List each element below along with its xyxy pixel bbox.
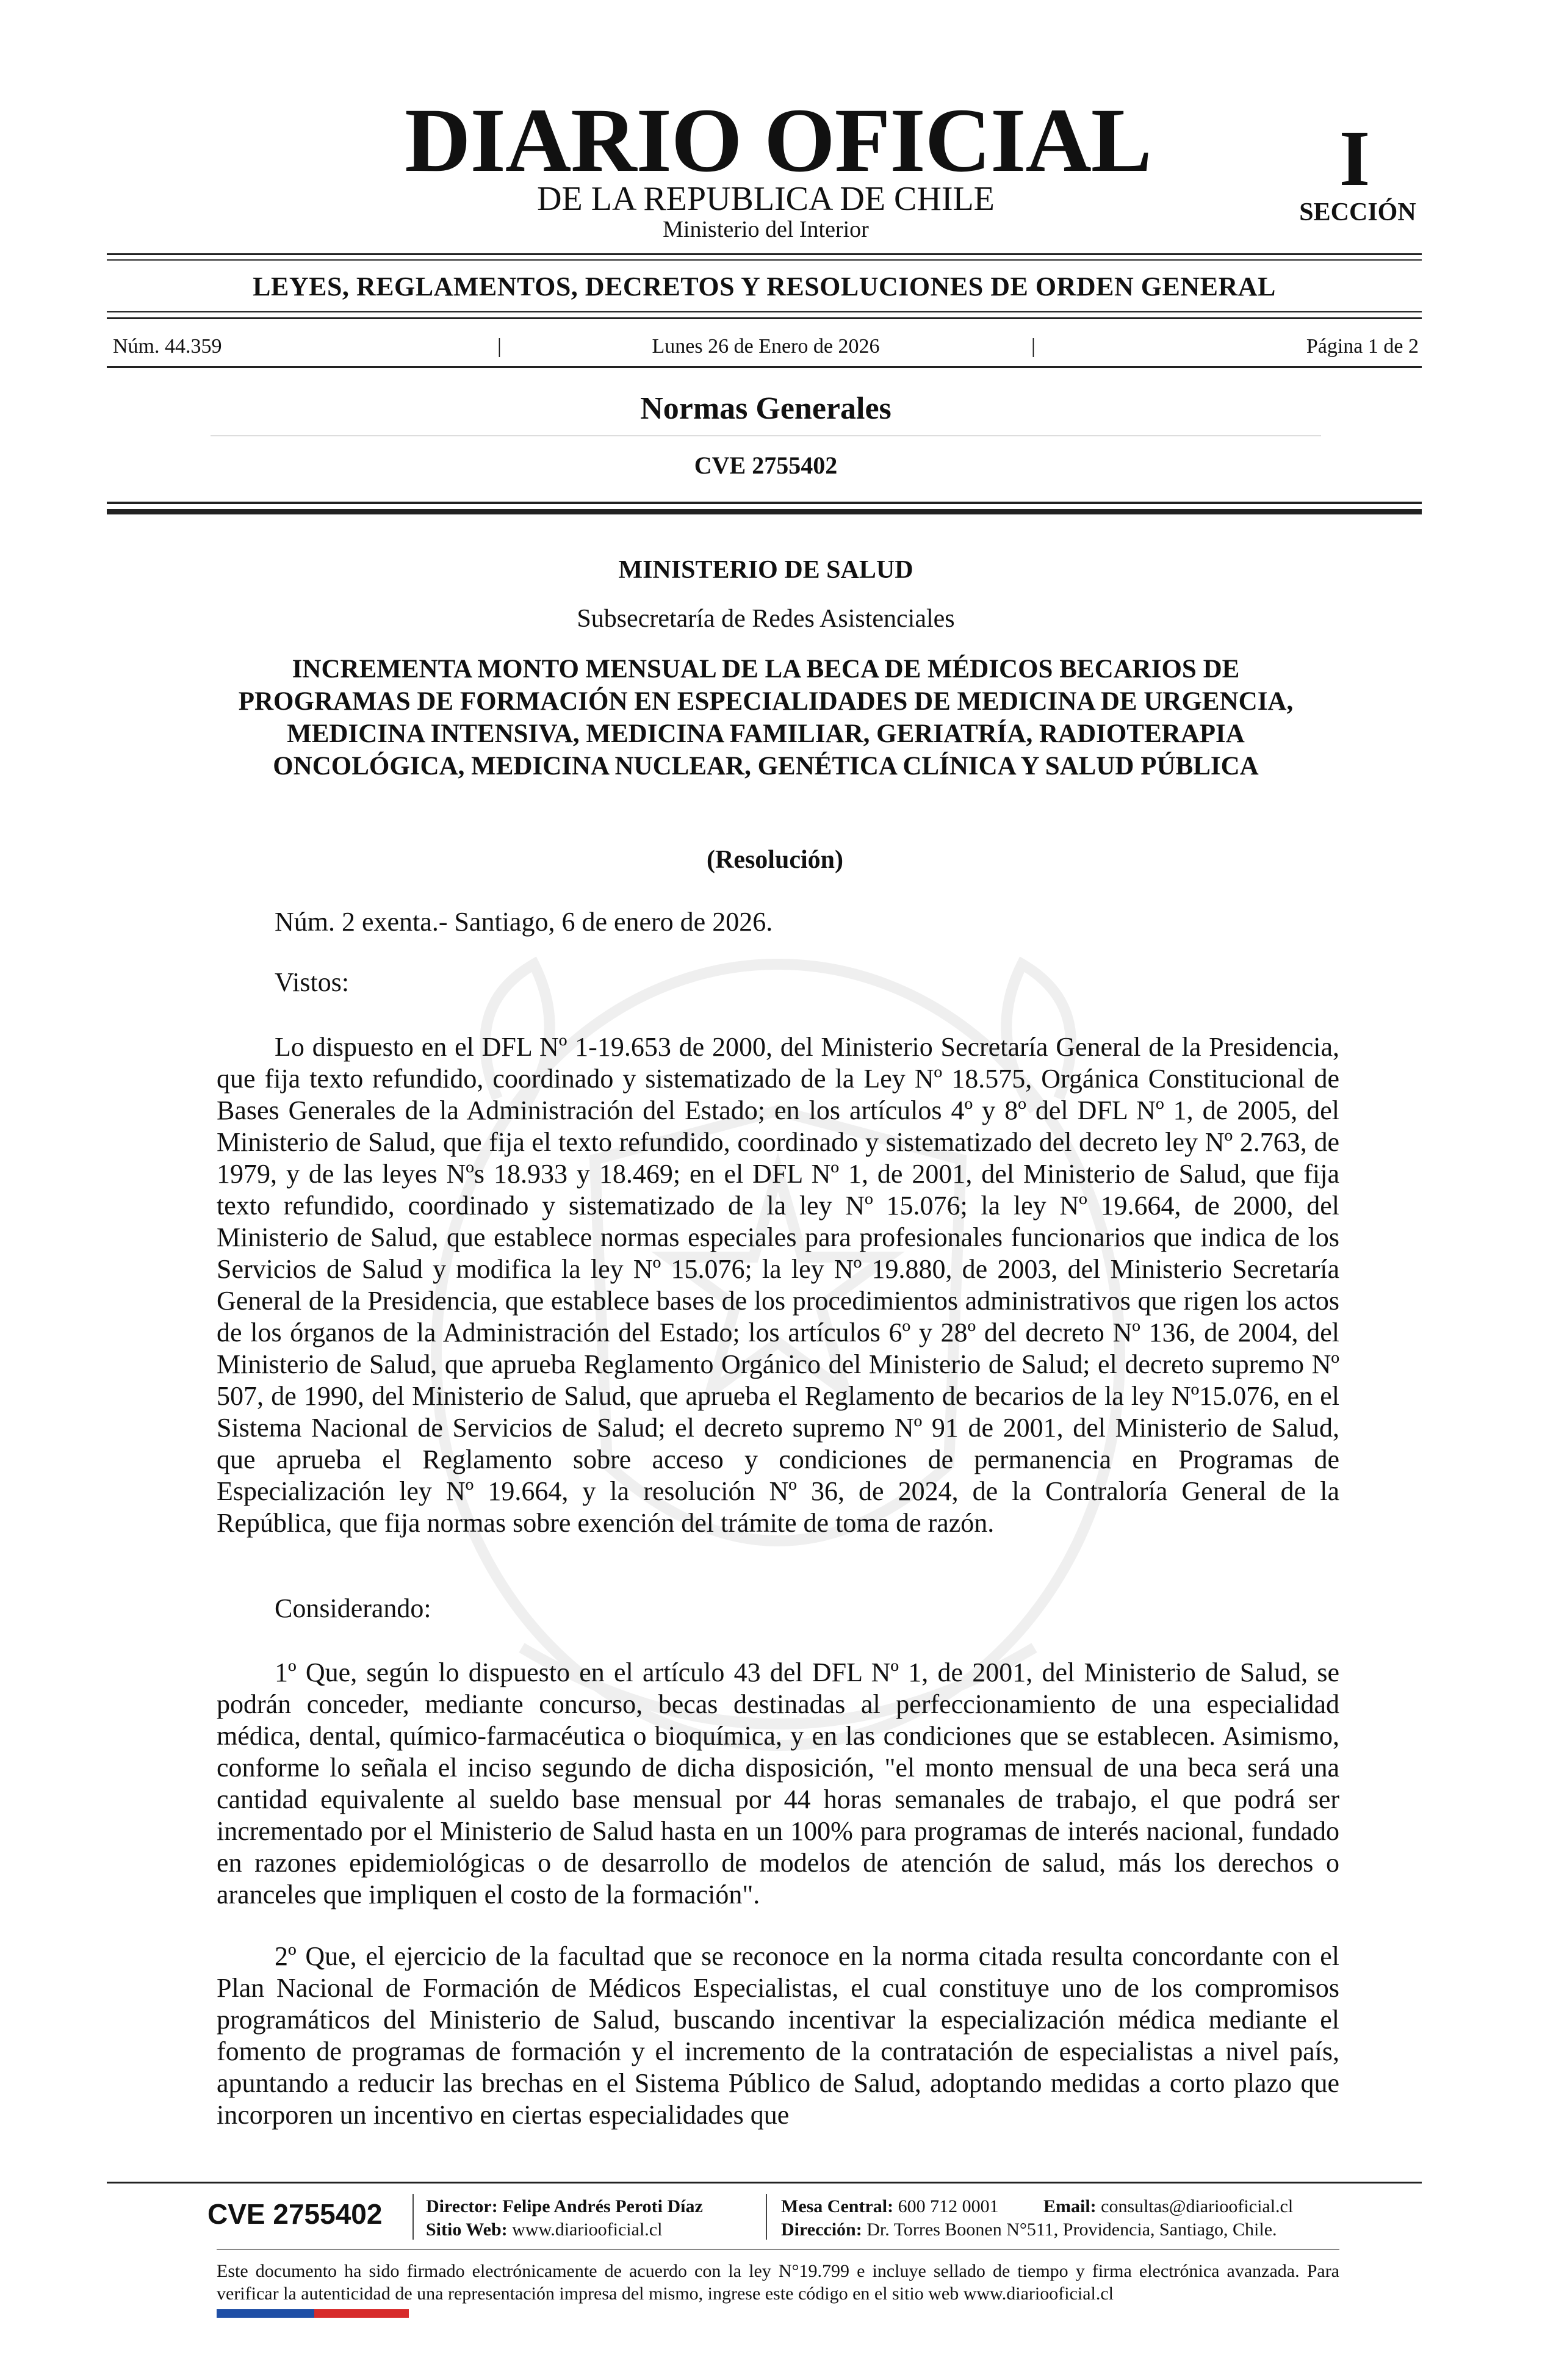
email-link[interactable]: consultas@diariooficial.cl — [1101, 2196, 1294, 2216]
divider — [107, 317, 1422, 319]
considerando-label: Considerando: — [275, 1593, 431, 1623]
info-separator: | — [1031, 335, 1036, 358]
footer-cve-code: CVE 2755402 — [207, 2198, 383, 2230]
divider — [107, 311, 1422, 312]
footer-address — [781, 2218, 1277, 2241]
masthead-ministry: Ministerio del Interior — [663, 217, 869, 242]
divider — [107, 502, 1422, 504]
masthead-title: DIARIO OFICIAL — [405, 90, 1151, 191]
phone-label: Mesa Central: — [781, 2196, 894, 2216]
divider — [107, 259, 1422, 261]
cve-code: CVE 2755402 — [694, 452, 838, 479]
address-value: Dr. Torres Boonen N°511, Providencia, Santiago, Chile. — [866, 2220, 1277, 2240]
vistos-label: Vistos: — [275, 967, 350, 997]
footer-email — [1043, 2195, 1293, 2218]
section-numeral: I — [1339, 115, 1371, 203]
address-label: Dirección: — [781, 2220, 862, 2240]
issue-date: Lunes 26 de Enero de 2026 — [652, 335, 880, 358]
director-name: Felipe Andrés Peroti Díaz — [502, 2196, 703, 2216]
considering-paragraph-1: 1º Que, según lo dispuesto en el artículo 43 del DFL Nº 1, de 2001, del Ministerio de Salud, se podrán conceder, mediante concurso, becas destinadas al perfeccionamiento de una especialidad médica, dental, químico-farmacéutica o bioquímica, y en las condiciones que se establecen. Asimismo, conforme lo señala el inciso segundo de dicha disposición, "el monto mensual de una beca será una cantidad equivalente al sueldo base mensual por 44 horas semanales de trabajo, el que podrá ser incrementado por el Ministerio de Salud hasta en un 100% para programas de interés nacional, fundado en razones epidemiológicas o de desarrollo de modelos de atención de salud, más los derechos o aranceles que impliquen el costo de la formación". — [217, 1657, 1339, 1909]
rubric-heading: Normas Generales — [640, 391, 891, 426]
resolution-type: (Resolución) — [707, 846, 843, 874]
subsecretaria: Subsecretaría de Redes Asistenciales — [577, 605, 955, 633]
divider — [107, 253, 1422, 255]
considering-paragraph-2: 2º Que, el ejercicio de la facultad que se reconoce en la norma citada resulta concordante con el Plan Nacional de Formación de Médicos Especialistas, el cual constituye uno de los compromisos programáticos del Ministerio de Salud, buscando incentivar la especialización médica mediante el fomento de programas de formación y el incremento de la contratación de especialistas a nivel país, apuntando a reducir las brechas en el Sistema Público de Salud, adoptando medidas a corto plazo que incorporen un incentivo en ciertas especialidades que — [217, 1941, 1339, 2130]
footer-divider — [217, 2249, 1339, 2250]
website-label: Sitio Web: — [426, 2220, 508, 2240]
category-heading: LEYES, REGLAMENTOS, DECRETOS Y RESOLUCIONES DE ORDEN GENERAL — [253, 272, 1276, 301]
resolution-number-line: Núm. 2 exenta.- Santiago, 6 de enero de 2026. — [275, 907, 773, 937]
issuing-ministry: MINISTERIO DE SALUD — [618, 556, 913, 584]
email-label: Email: — [1043, 2196, 1097, 2216]
footer-phone — [781, 2195, 999, 2218]
footer-website — [426, 2218, 662, 2241]
website-link[interactable]: www.diariooficial.cl — [512, 2220, 663, 2240]
phone-value: 600 712 0001 — [898, 2196, 999, 2216]
footer-separator — [766, 2194, 767, 2240]
footer-disclaimer: Este documento ha sido firmado electrónicamente de acuerdo con la ley N°19.799 e incluye sellado de tiempo y firma electrónica avanzada. Para verificar la autenticidad de una representación impresa del mismo, ingrese este código en el sitio web www.diariooficial.cl — [217, 2261, 1339, 2304]
issue-info-bar — [113, 331, 1419, 362]
masthead-subtitle: DE LA REPUBLICA DE CHILE — [537, 180, 995, 218]
resolution-title: INCREMENTA MONTO MENSUAL DE LA BECA DE MÉDICOS BECARIOS DE PROGRAMAS DE FORMACIÓN EN ESPECIALIDADES DE MEDICINA DE URGENCIA, MEDICINA INTENSIVA, MEDICINA FAMILIAR, GERIATRÍA, RADIOTERAPIA ONCOLÓGICA, MEDICINA NUCLEAR, GENÉTICA CLÍNICA Y SALUD PÚBLICA — [238, 655, 1294, 781]
footer-divider — [107, 2182, 1422, 2183]
footer-director — [426, 2195, 703, 2218]
section-label: SECCIÓN — [1299, 198, 1416, 226]
flag-stripe — [217, 2309, 409, 2318]
issue-number: Núm. 44.359 — [113, 335, 222, 358]
flag-blue-band — [217, 2309, 314, 2318]
info-separator: | — [497, 335, 502, 358]
divider — [107, 366, 1422, 368]
footer-separator — [412, 2194, 414, 2240]
page-indicator: Página 1 de 2 — [1306, 335, 1419, 358]
divider-thick — [107, 509, 1422, 514]
flag-red-band — [314, 2309, 409, 2318]
vistos-paragraph: Lo dispuesto en el DFL Nº 1-19.653 de 2000, del Ministerio Secretaría General de la Presidencia, que fija texto refundido, coordinado y sistematizado de la Ley Nº 18.575, Orgánica Constitucional de Bases Generales de la Administración del Estado; en los artículos 4º y 8º del DFL Nº 1, de 2005, del Ministerio de Salud, que fija el texto refundido, coordinado y sistematizado del decreto ley Nº 2.763, de 1979, y de las leyes Nºs 18.933 y 18.469; en el DFL Nº 1, de 2001, del Ministerio de Salud, que fija texto refundido, coordinado y sistematizado de la ley Nº 15.076; la ley Nº 19.664, de 2000, del Ministerio de Salud, que establece normas especiales para profesionales funcionarios que indica de los Servicios de Salud y modifica la ley Nº 15.076; la ley Nº 19.880, de 2003, del Ministerio Secretaría General de la Presidencia, que establece bases de los procedimientos administrativos que rigen los actos de los órganos de la Administración del Estado; los artículos 6º y 28º del decreto Nº 136, de 2004, del Ministerio de Salud, que aprueba Reglamento Orgánico del Ministerio de Salud; el decreto supremo Nº 507, de 1990, del Ministerio de Salud, que aprueba el Reglamento de becarios de la ley Nº15.076, en el Sistema Nacional de Servicios de Salud; el decreto supremo Nº 91 de 2001, del Ministerio de Salud, que aprueba el Reglamento sobre acceso y condiciones de permanencia en Programas de Especialización ley Nº 19.664, y la resolución Nº 36, de 2024, de la Contraloría General de la República, que fija normas sobre exención del trámite de toma de razón. — [217, 1032, 1339, 1538]
director-label: Director: — [426, 2196, 498, 2216]
divider — [211, 435, 1321, 436]
